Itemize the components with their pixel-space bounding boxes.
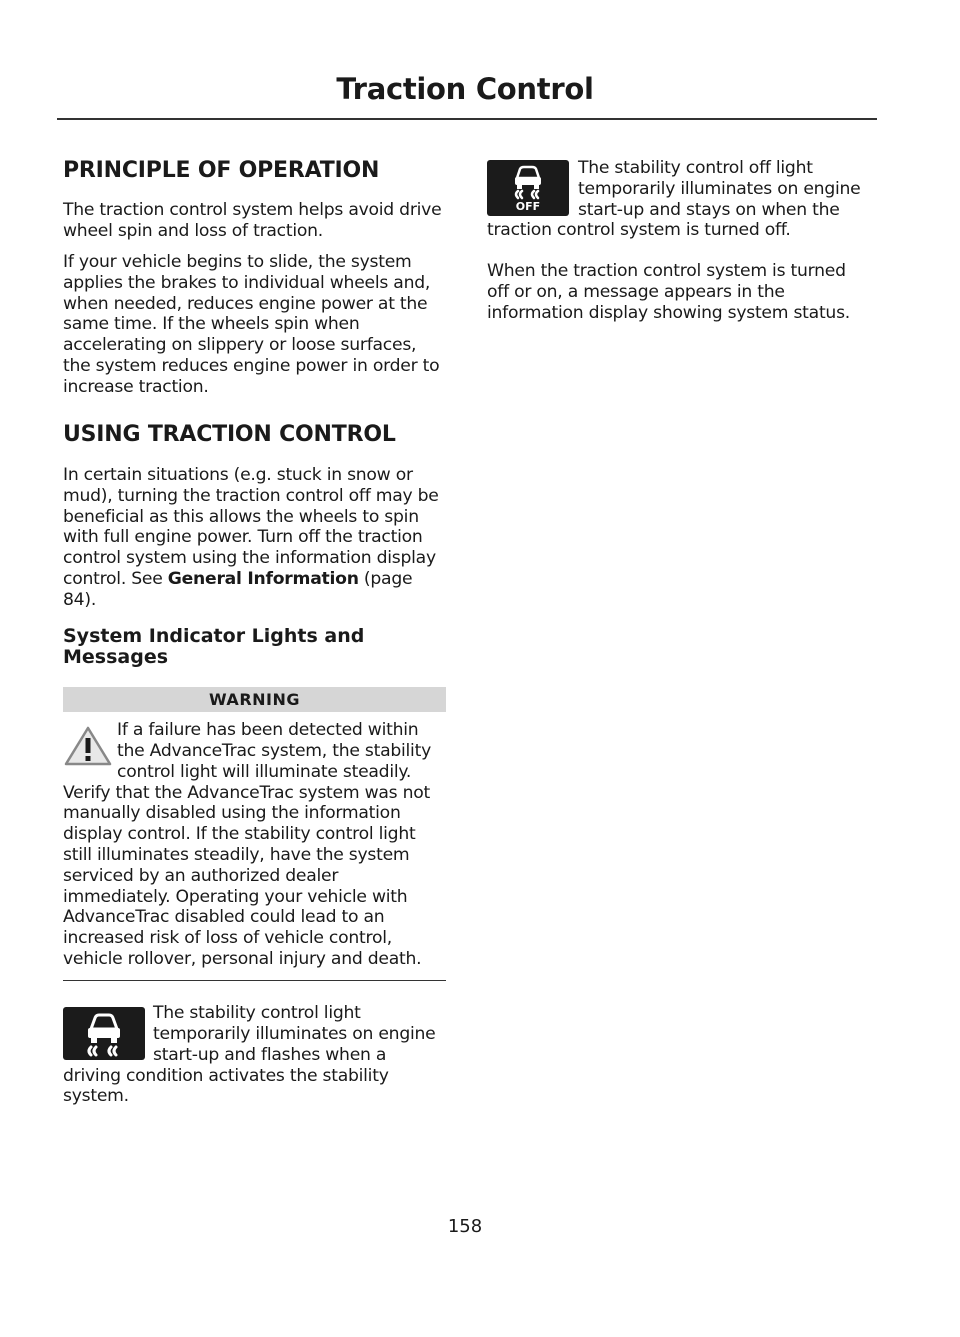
stability-off-text: The stability control off light temporarily illuminates on engine start-up and stays on when the traction control system is turned off. [487,158,861,241]
page-number: 158 [447,1216,483,1237]
right-column [487,158,870,324]
heading-principle-of-operation: PRINCIPLE OF OPERATION [63,158,380,183]
general-information-link[interactable]: General Information [167,568,359,589]
subheading-indicator-lights: System Indicator Lights and Messages [63,624,365,669]
page-reference: (page 84). [63,568,413,610]
skidding-car-icon [63,1007,145,1060]
page-header-title: Traction Control [336,72,594,106]
warning-block [63,720,446,970]
stability-control-icon [63,1007,145,1060]
paragraph-turning-off-text: In certain situations (e.g. stuck in snow or mud), turning the traction control off may be beneficial as this allows the wheels to spin with full engine power. Turn off the traction control system using the information display control. See [63,464,439,589]
paragraph-slide-behavior: If your vehicle begins to slide, the system applies the brakes to individual wheels and, when needed, reduces engine power at the same time. If the wheels spin when accelerating on slippery or loose surfaces, the system reduces engine power in order to increase traction. [63,251,440,397]
warning-label: WARNING [63,687,446,712]
off-label: OFF [515,200,541,213]
stability-off-block [487,158,870,241]
paragraph-system-status-message: When the traction control system is turned off or on, a message appears in the information display showing system status. [487,261,850,323]
warning-triangle-icon [63,726,113,766]
paragraph-traction-intro: The traction control system helps avoid drive wheel spin and loss of traction. [63,200,442,242]
stability-light-block [63,1003,446,1107]
heading-using-traction-control: USING TRACTION CONTROL [63,421,396,447]
paragraph-turning-off [63,465,446,611]
stability-light-text: The stability control light temporarily illuminates on engine start-up and flashes when a driving condition activates the stability system. [63,1003,436,1107]
header-divider [57,118,877,120]
stability-control-off-icon [487,160,569,216]
left-column [63,158,446,1107]
warning-text: If a failure has been detected within the AdvanceTrac system, the stability control light will illuminate steadily. Verify that the AdvanceTrac system was not manually disabled using the information display control. If the stability control light still illuminates steadily, have the system serviced by an authorized dealer immediately. Operating your vehicle with AdvanceTrac disabled could lead to an increased risk of loss of vehicle control, vehicle rollover, personal injury and death. [63,720,431,969]
